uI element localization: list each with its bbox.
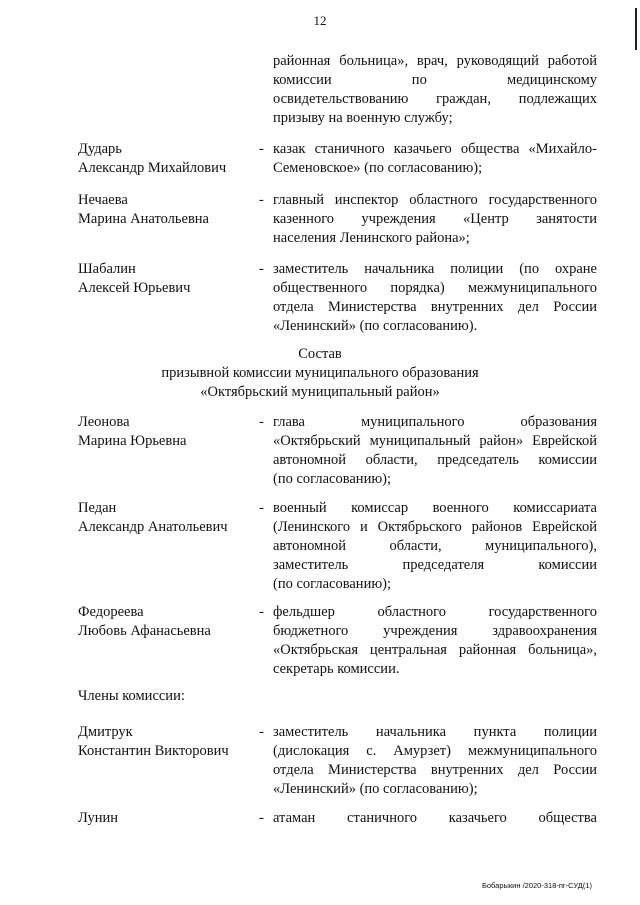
member-role-line: военный комиссар военного комиссариата: [273, 500, 597, 516]
member-role-line: казенного учреждения «Центр занятости: [273, 211, 597, 227]
member-role-line: автономной области, муниципального),: [273, 538, 597, 554]
member-role-line: казак станичного казачьего общества «Михайло-: [273, 141, 597, 157]
entry-dash: -: [259, 500, 264, 516]
member-given-name: Марина Юрьевна: [78, 433, 187, 449]
member-surname: Федореева: [78, 604, 144, 620]
member-role-line: заместитель начальника пункта полиции: [273, 724, 597, 740]
entry-dash: -: [259, 810, 264, 826]
entry-dash: -: [259, 724, 264, 740]
member-role-line: секретарь комиссии.: [273, 661, 400, 677]
entry-dash: -: [259, 261, 264, 277]
member-role-line: атаман станичного казачьего общества: [273, 810, 597, 826]
member-surname: Леонова: [78, 414, 130, 430]
members-label: Члены комиссии:: [78, 688, 185, 704]
continuation-line: комиссии по медицинскому: [273, 72, 597, 88]
member-surname: Педан: [78, 500, 117, 516]
member-role-line: Семеновское» (по согласованию);: [273, 160, 483, 176]
member-role-line: бюджетного учреждения здравоохранения: [273, 623, 597, 639]
member-given-name: Александр Анатольевич: [78, 519, 228, 535]
page-number: 12: [313, 13, 327, 28]
member-role-line: (дислокация с. Амурзет) межмуниципального: [273, 743, 597, 759]
heading-line-1: Состав: [298, 346, 342, 362]
member-role-line: «Ленинский» (по согласованию);: [273, 781, 478, 797]
entry-dash: -: [259, 604, 264, 620]
member-role-line: автономной области, председатель комиссии: [273, 452, 597, 468]
member-surname: Шабалин: [78, 261, 136, 277]
commission-heading: [0, 345, 640, 402]
member-role-line: «Октябрьский муниципальный район» Еврейской: [273, 433, 597, 449]
member-surname: Дударь: [78, 141, 122, 157]
continuation-line: освидетельствованию граждан, подлежащих: [273, 91, 597, 107]
entry-dash: -: [259, 141, 264, 157]
member-role-line: заместитель начальника полиции (по охране: [273, 261, 597, 277]
document-footer: Бобарыкин /2020-318-пг-СУД(1): [481, 881, 592, 890]
page-edge-mark: [635, 8, 637, 50]
member-role-line: отдела Министерства внутренних дел России: [273, 299, 597, 315]
entry-dash: -: [259, 192, 264, 208]
member-role-line: (по согласованию);: [273, 471, 392, 487]
member-role-line: отдела Министерства внутренних дел России: [273, 762, 597, 778]
heading-line-2: призывной комиссии муниципального образования: [161, 365, 479, 381]
member-given-name: Любовь Афанасьевна: [78, 623, 211, 639]
member-given-name: Константин Викторович: [78, 743, 229, 759]
member-role-line: «Ленинский» (по согласованию).: [273, 318, 478, 334]
member-role-line: (Ленинского и Октябрьского районов Еврейской: [273, 519, 597, 535]
member-given-name: Марина Анатольевна: [78, 211, 209, 227]
continuation-line: призыву на военную службу;: [273, 110, 453, 126]
member-role-line: «Октябрьская центральная районная больница»,: [273, 642, 597, 658]
member-role-line: (по согласованию);: [273, 576, 392, 592]
member-surname: Дмитрук: [78, 724, 133, 740]
member-role-line: главный инспектор областного государственного: [273, 192, 597, 208]
entry-dash: -: [259, 414, 264, 430]
member-given-name: Александр Михайлович: [78, 160, 227, 176]
heading-line-3: «Октябрьский муниципальный район»: [200, 384, 440, 400]
member-role-line: глава муниципального образования: [273, 414, 597, 430]
member-role-line: общественного порядка) межмуниципального: [273, 280, 597, 296]
member-surname: Лунин: [78, 810, 119, 826]
member-surname: Нечаева: [78, 192, 128, 208]
member-role-line: населения Ленинского района»;: [273, 230, 470, 246]
member-role-line: фельдшер областного государственного: [273, 604, 597, 620]
member-given-name: Алексей Юрьевич: [78, 280, 191, 296]
member-role-line: заместитель председателя комиссии: [273, 557, 597, 573]
continuation-line: районная больница», врач, руководящий работой: [273, 53, 597, 69]
